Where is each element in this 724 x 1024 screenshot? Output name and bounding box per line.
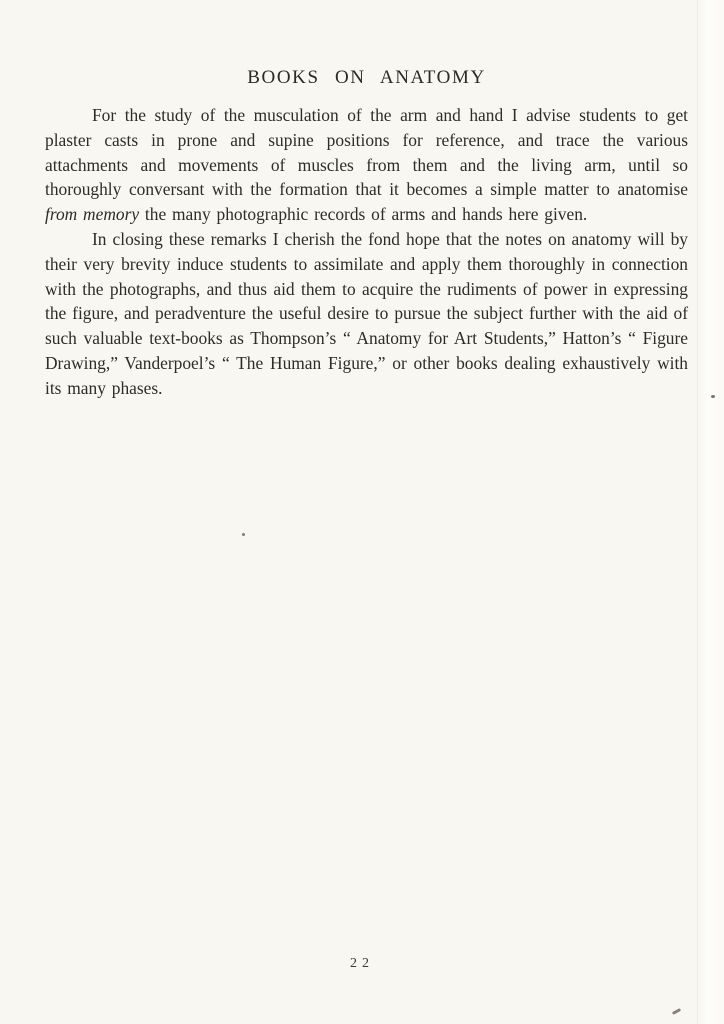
paragraph-1-text-end: the many photographic records of arms and hands here given. [139, 204, 588, 225]
scan-speck [242, 533, 245, 536]
page-number: 22 [350, 956, 374, 971]
paragraph-2-text: In closing these remarks I cherish the fond hope that the notes on anatomy will by their very brevity induce students to assimilate and apply them thoroughly in connection with the photographs, and thus aid them to acquire the rudiments of power in expressing the figure, and peradventure the useful desire to pursue the subject further with the aid of such valuable text-books as Thompson’s “ Anatomy for Art Students,” Hatton’s “ Figure Drawing,” Vanderpoel’s “ The Human Figure,” or other books dealing exhaustively with its many phases. [45, 228, 688, 398]
scan-speck [711, 395, 715, 398]
paragraph-2 [45, 227, 688, 401]
scan-speck [672, 1008, 681, 1015]
page-title: BOOKS ON ANATOMY [247, 67, 486, 88]
page-body [45, 103, 688, 401]
paragraph-1-italic-phrase: from memory [45, 204, 140, 225]
paragraph-1-text-start: For the study of the musculation of the arm and hand I advise students to get plaster casts in prone and supine positions for reference, and trace the various attachments and movements of muscles from them and the living arm, until so thoroughly conversant with the formation that it becomes a simple matter to anatomise [45, 105, 688, 200]
paragraph-1 [45, 103, 688, 227]
page-edge-highlight [697, 0, 724, 1024]
